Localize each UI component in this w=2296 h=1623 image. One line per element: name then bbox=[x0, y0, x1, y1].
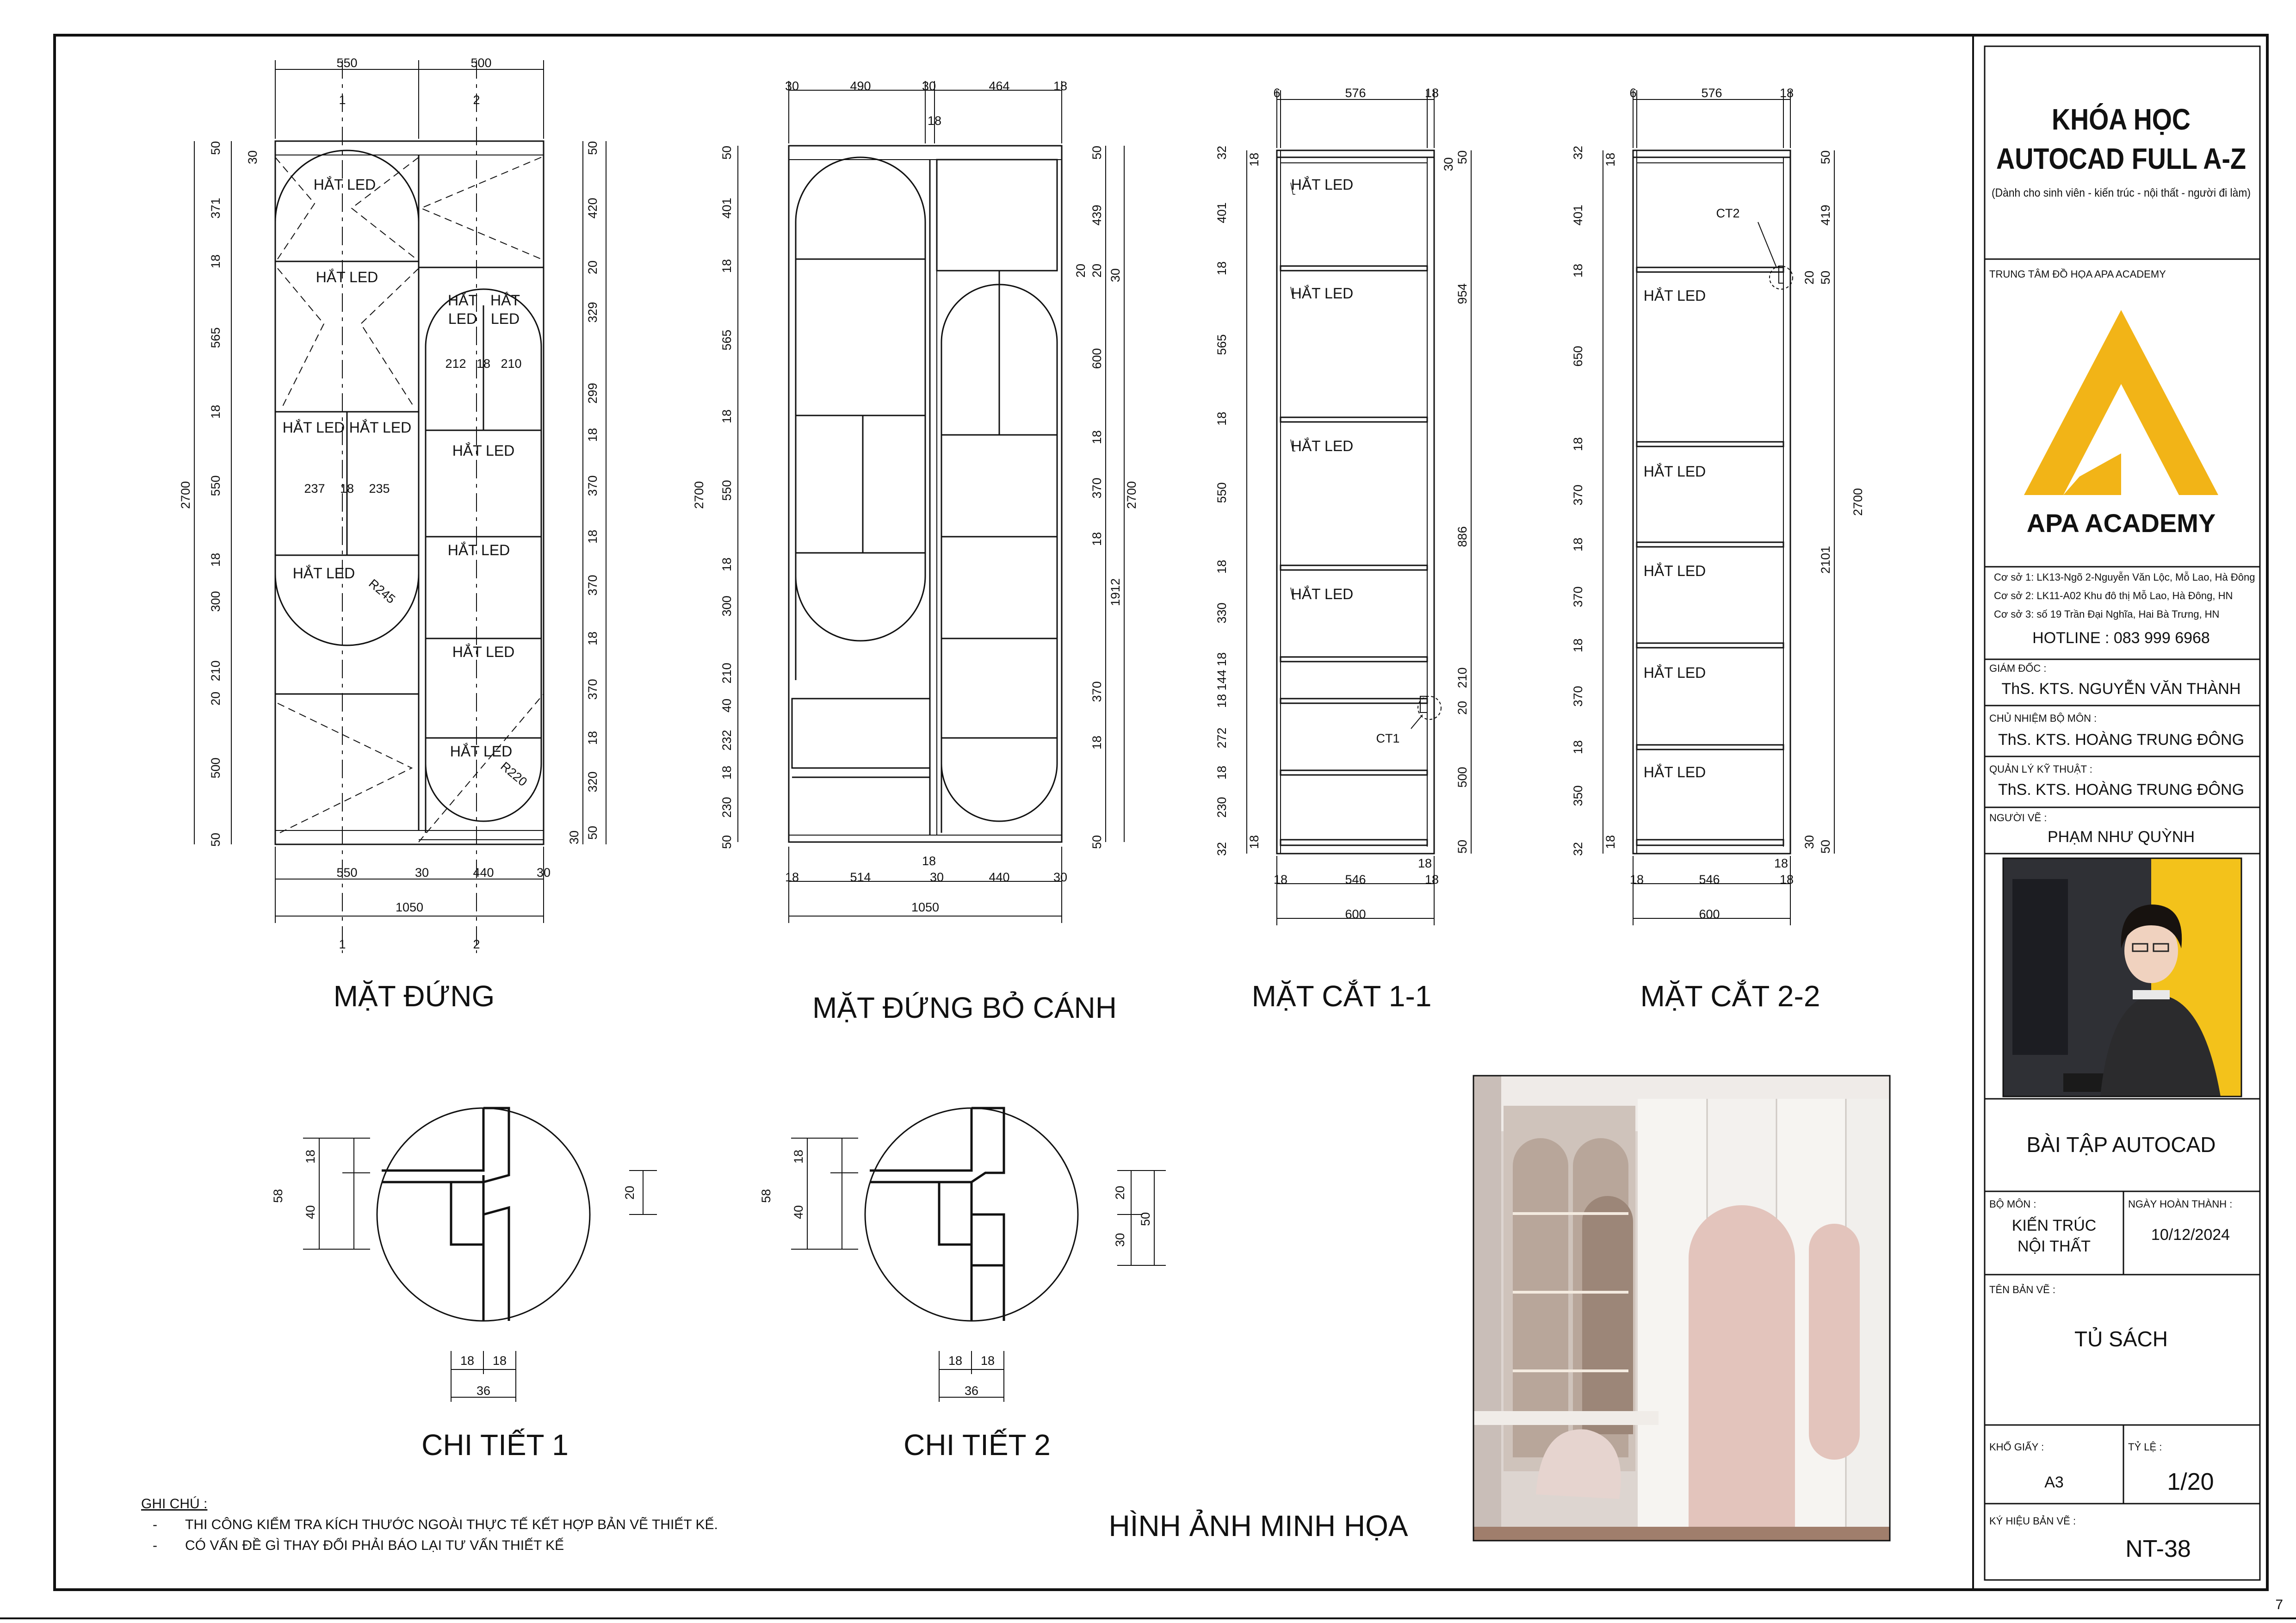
svg-text:50: 50 bbox=[720, 145, 734, 160]
svg-text:440: 440 bbox=[473, 866, 494, 880]
svg-text:419: 419 bbox=[1819, 204, 1832, 226]
svg-text:18: 18 bbox=[1774, 856, 1789, 870]
svg-text:1/20: 1/20 bbox=[2167, 1468, 2214, 1495]
svg-text:370: 370 bbox=[586, 575, 600, 596]
svg-text:2700: 2700 bbox=[1125, 481, 1139, 509]
svg-text:370: 370 bbox=[1090, 681, 1104, 702]
svg-text:APA ACADEMY: APA ACADEMY bbox=[2026, 508, 2216, 538]
sheet-border bbox=[55, 35, 2267, 1590]
svg-text:HẮT LED: HẮT LED bbox=[1291, 285, 1354, 302]
svg-text:ThS. KTS. NGUYỄN VĂN THÀNH: ThS. KTS. NGUYỄN VĂN THÀNH bbox=[2001, 680, 2241, 698]
svg-text:HẮT LED: HẮT LED bbox=[349, 419, 412, 436]
svg-text:GIÁM ĐỐC :: GIÁM ĐỐC : bbox=[1989, 663, 2047, 674]
svg-text:36: 36 bbox=[964, 1384, 979, 1398]
svg-text:600: 600 bbox=[1345, 907, 1366, 921]
svg-text:20: 20 bbox=[1455, 700, 1469, 715]
svg-text:18: 18 bbox=[209, 254, 223, 269]
svg-text:440: 440 bbox=[989, 870, 1010, 884]
title-elevation: MẶT ĐỨNG bbox=[333, 979, 495, 1013]
svg-text:ThS. KTS. HOÀNG TRUNG ĐÔNG: ThS. KTS. HOÀNG TRUNG ĐÔNG bbox=[1998, 731, 2245, 749]
svg-text:R245: R245 bbox=[366, 576, 398, 607]
svg-text:600: 600 bbox=[1699, 907, 1720, 921]
svg-text:TRUNG TÂM ĐỒ HỌA APA ACADEMY: TRUNG TÂM ĐỒ HỌA APA ACADEMY bbox=[1989, 268, 2166, 280]
svg-text:HẮT LED: HẮT LED bbox=[313, 176, 376, 193]
svg-text:50: 50 bbox=[1455, 150, 1469, 165]
svg-text:18: 18 bbox=[1215, 411, 1229, 426]
svg-text:18: 18 bbox=[340, 482, 354, 496]
svg-text:18: 18 bbox=[720, 259, 734, 273]
svg-text:550: 550 bbox=[336, 56, 358, 70]
detail-1-text bbox=[271, 1150, 637, 1462]
svg-text:50: 50 bbox=[1090, 145, 1104, 160]
svg-text:565: 565 bbox=[1215, 334, 1229, 355]
svg-text:546: 546 bbox=[1699, 873, 1720, 886]
title-section-2: MẶT CẮT 2-2 bbox=[1640, 979, 1820, 1013]
svg-text:954: 954 bbox=[1455, 283, 1469, 304]
svg-text:576: 576 bbox=[1345, 86, 1366, 100]
svg-text:18: 18 bbox=[1424, 873, 1439, 886]
svg-text:886: 886 bbox=[1455, 526, 1469, 547]
svg-text:20: 20 bbox=[1074, 263, 1088, 278]
svg-text:550: 550 bbox=[720, 480, 734, 501]
svg-text:235: 235 bbox=[369, 482, 390, 496]
svg-text:490: 490 bbox=[850, 79, 871, 93]
svg-text:HẮT LED: HẮT LED bbox=[282, 419, 345, 436]
svg-text:18: 18 bbox=[720, 409, 734, 424]
svg-text:18: 18 bbox=[1571, 437, 1585, 452]
svg-text:18: 18 bbox=[1247, 152, 1261, 167]
svg-text:18: 18 bbox=[1090, 735, 1104, 750]
svg-text:HẮT LED: HẮT LED bbox=[1643, 287, 1706, 304]
svg-text:HẮT LED: HẮT LED bbox=[1643, 463, 1706, 480]
svg-text:50: 50 bbox=[1819, 270, 1832, 285]
svg-text:237: 237 bbox=[304, 482, 325, 496]
svg-text:(Dành cho sinh viên - kiến trú: (Dành cho sinh viên - kiến trúc - nội thất - người đi làm) bbox=[1992, 186, 2251, 199]
svg-text:230: 230 bbox=[1215, 797, 1229, 818]
svg-text:18: 18 bbox=[476, 357, 491, 371]
svg-text:HẮT LED: HẮT LED bbox=[1291, 438, 1354, 454]
svg-text:514: 514 bbox=[850, 870, 871, 884]
svg-text:50: 50 bbox=[1090, 835, 1104, 849]
svg-text:18: 18 bbox=[948, 1354, 963, 1368]
svg-text:HẮT LED: HẮT LED bbox=[1643, 764, 1706, 781]
svg-text:18: 18 bbox=[209, 404, 223, 419]
svg-text:18: 18 bbox=[922, 854, 936, 868]
title-section-1: MẶT CẮT 1-1 bbox=[1251, 979, 1432, 1013]
title-illustration: HÌNH ẢNH MINH HỌA bbox=[1108, 1509, 1408, 1542]
title-detail-2: CHI TIẾT 2 bbox=[904, 1428, 1051, 1462]
svg-text:HẮT LED: HẮT LED bbox=[1291, 176, 1354, 193]
svg-text:HẮT LED: HẮT LED bbox=[1643, 664, 1706, 681]
svg-text:QUẢN LÝ KỸ THUẬT :: QUẢN LÝ KỸ THUẬT : bbox=[1989, 763, 2092, 775]
svg-text:NT-38: NT-38 bbox=[2125, 1536, 2191, 1562]
svg-text:Cơ sở 3: số 19 Trần Đại Nghĩa,: Cơ sở 3: số 19 Trần Đại Nghĩa, Hai Bà Trưng, HN bbox=[1994, 608, 2220, 620]
svg-text:500: 500 bbox=[1455, 767, 1469, 788]
svg-text:PHẠM NHƯ QUỲNH: PHẠM NHƯ QUỲNH bbox=[2047, 828, 2195, 846]
svg-text:370: 370 bbox=[1571, 686, 1585, 707]
svg-text:18: 18 bbox=[1053, 79, 1068, 93]
svg-text:50: 50 bbox=[1819, 839, 1832, 854]
svg-text:210: 210 bbox=[501, 357, 522, 371]
svg-text:30: 30 bbox=[1108, 268, 1122, 283]
pink-door-panel bbox=[1689, 1205, 1795, 1527]
title-elevation-no-doors: MẶT ĐỨNG BỎ CÁNH bbox=[812, 991, 1117, 1024]
svg-text:18: 18 bbox=[586, 529, 600, 544]
notes bbox=[141, 1496, 718, 1553]
svg-text:HOTLINE : 083 999 6968: HOTLINE : 083 999 6968 bbox=[2032, 629, 2210, 647]
svg-text:350: 350 bbox=[1571, 785, 1585, 806]
svg-text:20: 20 bbox=[1802, 270, 1816, 285]
svg-text:-: - bbox=[153, 1538, 157, 1553]
svg-text:18: 18 bbox=[1603, 152, 1617, 167]
svg-text:18: 18 bbox=[303, 1149, 317, 1164]
svg-text:420: 420 bbox=[586, 198, 600, 219]
svg-text:18: 18 bbox=[1571, 638, 1585, 653]
svg-text:30: 30 bbox=[567, 830, 581, 845]
section-2-outline bbox=[1633, 150, 1790, 854]
svg-text:210: 210 bbox=[720, 663, 734, 684]
svg-text:BÀI TẬP AUTOCAD: BÀI TẬP AUTOCAD bbox=[2026, 1133, 2216, 1157]
svg-text:18: 18 bbox=[1215, 261, 1229, 276]
svg-text:40: 40 bbox=[303, 1205, 317, 1220]
svg-text:18: 18 bbox=[1629, 873, 1644, 886]
svg-text:18: 18 bbox=[1247, 835, 1261, 849]
svg-text:HẮT LED: HẮT LED bbox=[316, 269, 378, 285]
svg-text:18: 18 bbox=[1090, 430, 1104, 445]
section-1-view bbox=[1247, 90, 1471, 925]
svg-text:HẮT: HẮT bbox=[448, 292, 477, 309]
svg-text:18: 18 bbox=[460, 1354, 475, 1368]
svg-text:18: 18 bbox=[785, 870, 799, 884]
svg-text:Cơ sở 1: LK13-Ngõ 2-Nguyễn Văn: Cơ sở 1: LK13-Ngõ 2-Nguyễn Văn Lộc, Mỗ Lao, Hà Đông bbox=[1994, 571, 2255, 583]
svg-text:300: 300 bbox=[720, 595, 734, 617]
svg-text:20: 20 bbox=[623, 1185, 637, 1200]
svg-text:30: 30 bbox=[929, 870, 944, 884]
page-number: 7 bbox=[2275, 1597, 2283, 1612]
svg-text:NỘI THẤT: NỘI THẤT bbox=[2017, 1238, 2091, 1255]
svg-text:18: 18 bbox=[1779, 873, 1794, 886]
illustration-photo bbox=[1473, 1076, 1890, 1543]
svg-text:20: 20 bbox=[1090, 263, 1104, 278]
svg-text:2101: 2101 bbox=[1819, 545, 1832, 574]
svg-text:464: 464 bbox=[989, 79, 1010, 93]
svg-text:18: 18 bbox=[1215, 765, 1229, 780]
svg-text:A3: A3 bbox=[2044, 1474, 2064, 1491]
svg-text:18: 18 bbox=[980, 1354, 995, 1368]
svg-text:32: 32 bbox=[1215, 842, 1229, 856]
svg-text:ThS. KTS. HOÀNG TRUNG ĐÔNG: ThS. KTS. HOÀNG TRUNG ĐÔNG bbox=[1998, 781, 2245, 799]
svg-text:18: 18 bbox=[927, 114, 942, 128]
svg-text:401: 401 bbox=[1215, 202, 1229, 223]
svg-text:6: 6 bbox=[1273, 86, 1281, 100]
svg-text:550: 550 bbox=[336, 866, 358, 880]
svg-text:210: 210 bbox=[209, 660, 223, 681]
svg-text:HẮT LED: HẮT LED bbox=[1643, 563, 1706, 579]
svg-text:2700: 2700 bbox=[1851, 488, 1865, 516]
svg-text:18: 18 bbox=[1273, 873, 1288, 886]
svg-text:565: 565 bbox=[720, 329, 734, 351]
svg-text:TÊN BẢN VẼ :: TÊN BẢN VẼ : bbox=[1989, 1284, 2056, 1295]
svg-text:50: 50 bbox=[209, 832, 223, 847]
elevation-no-doors-text bbox=[692, 79, 1139, 1024]
section-1-outline bbox=[1277, 150, 1434, 854]
svg-text:30: 30 bbox=[1802, 835, 1816, 849]
svg-text:40: 40 bbox=[792, 1205, 805, 1220]
svg-text:KHÓA HỌC: KHÓA HỌC bbox=[2052, 103, 2191, 136]
svg-text:1: 1 bbox=[339, 93, 346, 107]
svg-text:18: 18 bbox=[720, 765, 734, 780]
svg-text:18: 18 bbox=[1603, 835, 1617, 849]
svg-text:650: 650 bbox=[1571, 346, 1585, 367]
notes-title: GHI CHÚ : bbox=[141, 1496, 208, 1511]
svg-text:18: 18 bbox=[1571, 263, 1585, 278]
section-2-text bbox=[1571, 86, 1865, 1013]
svg-text:18: 18 bbox=[1090, 532, 1104, 546]
svg-text:50: 50 bbox=[1455, 839, 1469, 854]
svg-text:272: 272 bbox=[1215, 727, 1229, 749]
svg-text:1: 1 bbox=[339, 937, 346, 951]
svg-text:20: 20 bbox=[586, 260, 600, 275]
svg-text:18: 18 bbox=[586, 731, 600, 745]
svg-text:40: 40 bbox=[720, 698, 734, 713]
svg-text:371: 371 bbox=[209, 198, 223, 219]
svg-text:1050: 1050 bbox=[395, 900, 424, 914]
svg-text:1050: 1050 bbox=[911, 900, 940, 914]
svg-text:370: 370 bbox=[1571, 484, 1585, 506]
svg-text:36: 36 bbox=[476, 1384, 491, 1398]
svg-text:30: 30 bbox=[785, 79, 799, 93]
svg-text:320: 320 bbox=[586, 771, 600, 793]
svg-text:50: 50 bbox=[586, 825, 600, 840]
svg-text:330: 330 bbox=[1215, 602, 1229, 624]
svg-text:18: 18 bbox=[1424, 86, 1439, 100]
svg-text:2700: 2700 bbox=[179, 481, 192, 509]
svg-text:1912: 1912 bbox=[1108, 578, 1122, 607]
elevation-text bbox=[179, 56, 600, 1013]
svg-text:6: 6 bbox=[1629, 86, 1637, 100]
svg-text:18: 18 bbox=[1571, 537, 1585, 552]
svg-text:2: 2 bbox=[473, 937, 480, 951]
svg-text:TỶ LỆ :: TỶ LỆ : bbox=[2128, 1441, 2162, 1453]
svg-text:50: 50 bbox=[1819, 150, 1832, 165]
svg-text:18: 18 bbox=[1215, 694, 1229, 708]
svg-text:550: 550 bbox=[1215, 482, 1229, 503]
svg-text:500: 500 bbox=[209, 757, 223, 779]
svg-text:18: 18 bbox=[1215, 559, 1229, 574]
svg-text:18: 18 bbox=[586, 631, 600, 646]
svg-text:299: 299 bbox=[586, 383, 600, 404]
svg-text:HẮT LED: HẮT LED bbox=[447, 542, 510, 558]
svg-text:CT2: CT2 bbox=[1716, 206, 1740, 220]
svg-text:30: 30 bbox=[1053, 870, 1068, 884]
svg-text:18: 18 bbox=[492, 1354, 507, 1368]
svg-text:18: 18 bbox=[1417, 856, 1432, 870]
svg-text:HẮT LED: HẮT LED bbox=[450, 743, 513, 760]
svg-text:439: 439 bbox=[1090, 204, 1104, 226]
detail-2-view bbox=[791, 1108, 1166, 1402]
svg-text:BỘ MÔN :: BỘ MÔN : bbox=[1989, 1198, 2036, 1210]
svg-text:550: 550 bbox=[209, 475, 223, 496]
svg-text:20: 20 bbox=[1113, 1185, 1127, 1200]
svg-text:370: 370 bbox=[1571, 586, 1585, 607]
svg-text:NGÀY HOÀN THÀNH :: NGÀY HOÀN THÀNH : bbox=[2128, 1198, 2233, 1210]
svg-text:NGƯỜI VẼ :: NGƯỜI VẼ : bbox=[1989, 812, 2047, 824]
svg-text:30: 30 bbox=[922, 79, 936, 93]
detail-2-text bbox=[759, 1150, 1152, 1462]
svg-text:30: 30 bbox=[536, 866, 551, 880]
svg-text:32: 32 bbox=[1215, 145, 1229, 160]
svg-text:18: 18 bbox=[792, 1149, 805, 1164]
svg-text:58: 58 bbox=[271, 1189, 285, 1203]
svg-text:300: 300 bbox=[209, 591, 223, 612]
title-detail-1: CHI TIẾT 1 bbox=[421, 1428, 569, 1462]
svg-text:401: 401 bbox=[720, 198, 734, 219]
svg-text:30: 30 bbox=[415, 866, 429, 880]
svg-text:50: 50 bbox=[1139, 1212, 1152, 1227]
section-1-text bbox=[1215, 86, 1469, 1013]
svg-text:50: 50 bbox=[586, 141, 600, 155]
svg-text:-: - bbox=[153, 1517, 157, 1532]
detail-1-view bbox=[303, 1108, 657, 1402]
svg-text:370: 370 bbox=[586, 475, 600, 496]
svg-text:HẮT LED: HẮT LED bbox=[292, 565, 355, 582]
svg-text:LED: LED bbox=[490, 310, 520, 327]
note-item-2: CÓ VẤN ĐỀ GÌ THAY ĐỔI PHẢI BÁO LẠI TƯ VẤN THIẾT KẾ bbox=[185, 1538, 564, 1553]
svg-text:32: 32 bbox=[1571, 842, 1585, 856]
svg-text:58: 58 bbox=[759, 1189, 773, 1203]
svg-text:18: 18 bbox=[1779, 86, 1794, 100]
svg-text:565: 565 bbox=[209, 327, 223, 348]
svg-text:TỦ SÁCH: TỦ SÁCH bbox=[2074, 1327, 2168, 1351]
svg-text:Cơ sở 2: LK11-A02 Khu đô thị M: Cơ sở 2: LK11-A02 Khu đô thị Mỗ Lao, Hà Đông, HN bbox=[1994, 590, 2233, 601]
svg-text:18: 18 bbox=[1215, 652, 1229, 667]
svg-text:212: 212 bbox=[445, 357, 466, 371]
svg-text:32: 32 bbox=[1571, 145, 1585, 160]
svg-text:546: 546 bbox=[1345, 873, 1366, 886]
svg-text:50: 50 bbox=[209, 141, 223, 155]
svg-text:30: 30 bbox=[1442, 157, 1455, 172]
svg-text:R220: R220 bbox=[498, 759, 530, 789]
svg-text:CT1: CT1 bbox=[1376, 731, 1400, 745]
svg-text:LED: LED bbox=[448, 310, 477, 327]
svg-text:AUTOCAD FULL A-Z: AUTOCAD FULL A-Z bbox=[1996, 142, 2246, 175]
elevation-view bbox=[194, 60, 606, 953]
student-photo bbox=[2003, 858, 2241, 1096]
svg-text:18: 18 bbox=[586, 427, 600, 442]
svg-text:KHỔ GIẤY :: KHỔ GIẤY : bbox=[1989, 1441, 2044, 1453]
svg-text:144: 144 bbox=[1215, 669, 1229, 691]
svg-text:18: 18 bbox=[1571, 740, 1585, 755]
apa-logo-icon bbox=[2024, 310, 2218, 495]
note-item-1: THI CÔNG KIỂM TRA KÍCH THƯỚC NGOÀI THỰC TẾ KẾT HỢP BẢN VẼ THIẾT KẾ. bbox=[185, 1517, 718, 1532]
svg-text:30: 30 bbox=[1113, 1233, 1127, 1247]
svg-text:230: 230 bbox=[720, 797, 734, 818]
svg-text:576: 576 bbox=[1701, 86, 1722, 100]
svg-text:500: 500 bbox=[470, 56, 492, 70]
svg-text:2700: 2700 bbox=[692, 481, 706, 509]
svg-text:KIẾN TRÚC: KIẾN TRÚC bbox=[2011, 1217, 2097, 1234]
svg-text:18: 18 bbox=[720, 557, 734, 572]
svg-text:50: 50 bbox=[720, 835, 734, 849]
svg-text:HẮT LED: HẮT LED bbox=[452, 442, 515, 459]
svg-text:KÝ HIỆU BẢN VẼ :: KÝ HIỆU BẢN VẼ : bbox=[1989, 1515, 2076, 1527]
svg-text:HẮT LED: HẮT LED bbox=[452, 644, 515, 660]
svg-text:10/12/2024: 10/12/2024 bbox=[2151, 1226, 2230, 1244]
svg-text:HẮT: HẮT bbox=[490, 292, 520, 309]
svg-text:600: 600 bbox=[1090, 348, 1104, 369]
svg-text:210: 210 bbox=[1455, 667, 1469, 688]
svg-text:CHỦ NHIỆM BỘ MÔN :: CHỦ NHIỆM BỘ MÔN : bbox=[1989, 712, 2097, 724]
svg-text:370: 370 bbox=[1090, 477, 1104, 499]
svg-text:329: 329 bbox=[586, 302, 600, 323]
svg-text:2: 2 bbox=[473, 93, 480, 107]
svg-text:HẮT LED: HẮT LED bbox=[1291, 586, 1354, 602]
svg-text:30: 30 bbox=[246, 150, 260, 165]
svg-text:232: 232 bbox=[720, 730, 734, 751]
svg-text:370: 370 bbox=[586, 679, 600, 700]
svg-text:401: 401 bbox=[1571, 204, 1585, 226]
svg-text:20: 20 bbox=[209, 691, 223, 706]
svg-text:18: 18 bbox=[209, 552, 223, 567]
elevation-no-doors-view bbox=[738, 81, 1124, 923]
